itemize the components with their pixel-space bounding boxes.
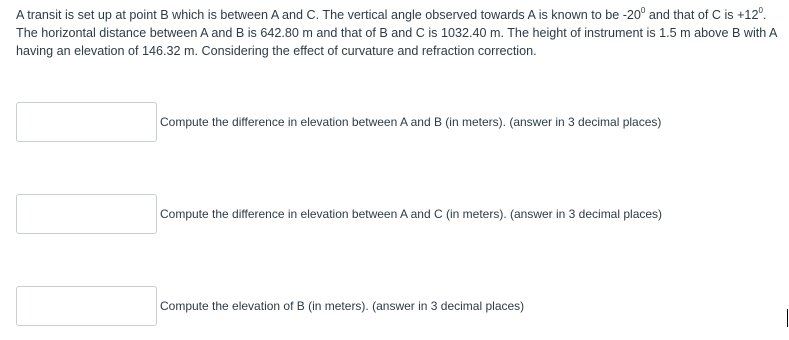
answer-input-elevation-diff-a-c[interactable] (16, 194, 157, 234)
question-row-elevation-diff-a-c (16, 194, 662, 234)
question-label-elevation-diff-a-c: Compute the difference in elevation between A and C (in meters). (answer in 3 decimal places) (160, 207, 663, 221)
question-row-elevation-b (16, 286, 524, 326)
question-label-elevation-b: Compute the elevation of B (in meters). (answer in 3 decimal places) (160, 299, 525, 313)
question-label-elevation-diff-a-b: Compute the difference in elevation between A and B (in meters). (answer in 3 decimal places) (160, 115, 662, 129)
degree-superscript-2: 0 (758, 5, 763, 15)
text-cursor-icon (787, 309, 788, 327)
answer-input-elevation-diff-a-b[interactable] (16, 102, 157, 142)
problem-text-part-2: and that of C is +12 (645, 8, 759, 22)
problem-text-part-3: . The horizontal distance between A and B is 642.80 m and that of B and C is 1032.40 m. The height of instrument is 1.5 m above B with A having an elevation of 146.32 m. Considering the effect of curvature and refraction correction. (16, 8, 777, 58)
degree-superscript-1: 0 (640, 5, 646, 15)
problem-statement (16, 6, 786, 60)
answer-input-elevation-b[interactable] (16, 286, 157, 326)
question-row-elevation-diff-a-b (16, 102, 661, 142)
problem-text-part-1: A transit is set up at point B which is between A and C. The vertical angle observed towards A is known to be -20 (16, 8, 641, 22)
